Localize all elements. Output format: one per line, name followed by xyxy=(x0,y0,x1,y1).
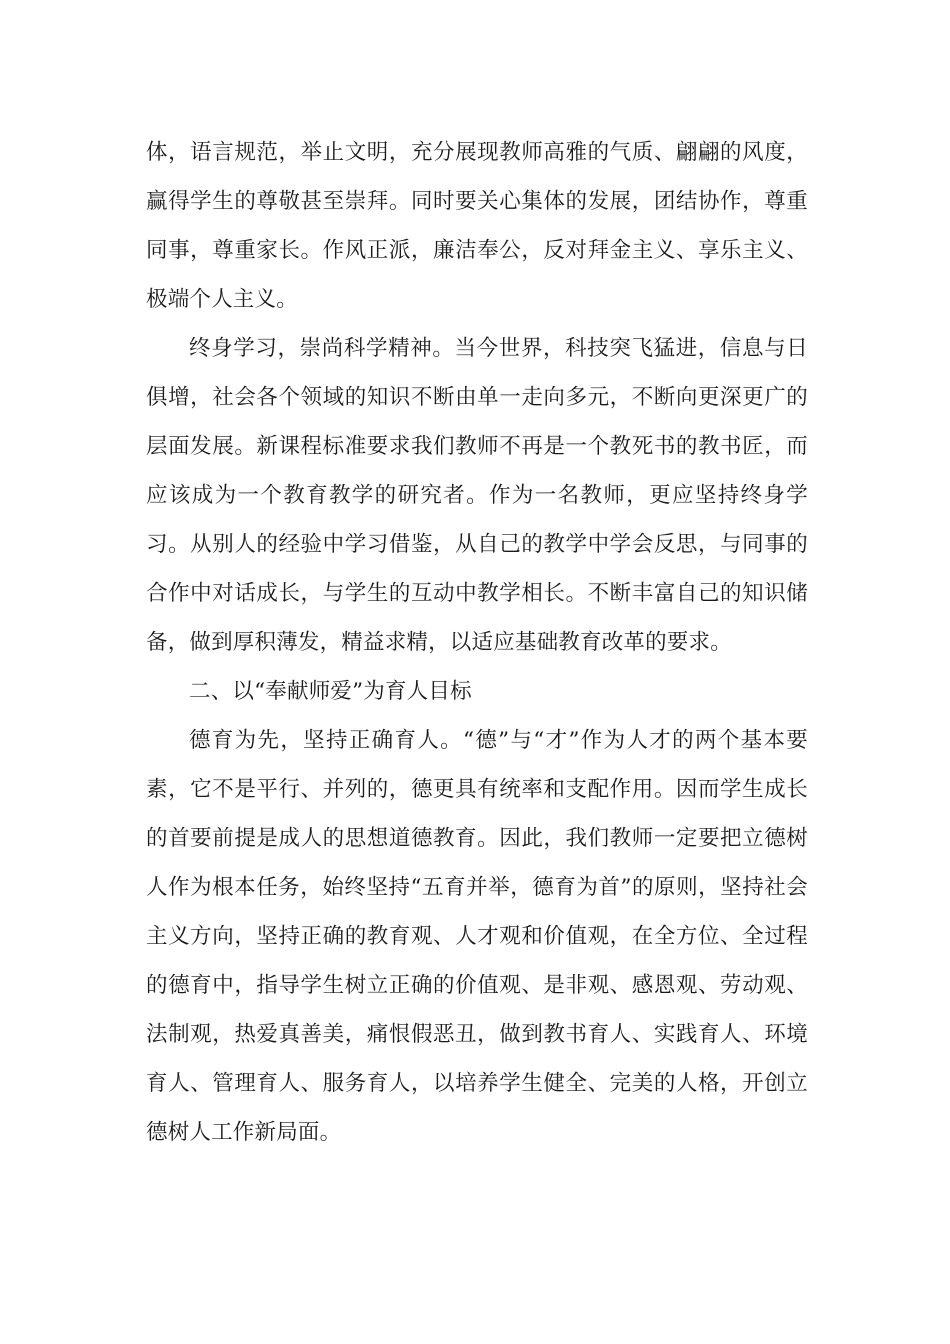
paragraph-teacher-conduct: 体，语言规范，举止文明，充分展现教师高雅的气质、翩翩的风度，赢得学生的尊敬甚至崇拜。同时要关心集体的发展，团结协作，尊重同事，尊重家长。作风正派，廉洁奉公，反对拜金主义、享乐主义、极端个人主义。 xyxy=(146,140,808,312)
paragraph-lifelong-learning: 终身学习，崇尚科学精神。当今世界，科技突飞猛进，信息与日俱增，社会各个领域的知识不断由单一走向多元，不断向更深更广的层面发展。新课程标准要求我们教师不再是一个教死书的教书匠，而应该成为一个教育教学的研究者。作为一名教师，更应坚持终身学习。从别人的经验中学习借鉴，从自己的教学中学会反思，与同事的合作中对话成长，与学生的互动中教学相长。不断丰富自己的知识储备，做到厚积薄发，精益求精，以适应基础教育改革的要求。 xyxy=(146,336,808,655)
body-text-moral-education xyxy=(146,716,808,1157)
paragraph-moral-education: 德育为先，坚持正确育人。“德”与“才”作为人才的两个基本要素，它不是平行、并列的，德更具有统率和支配作用。因而学生成长的首要前提是成人的思想道德教育。因此，我们教师一定要把立德树人作为根本任务，始终坚持“五育并举，德育为首”的原则，坚持社会主义方向，坚持正确的教育观、人才观和价值观，在全方位、全过程的德育中，指导学生树立正确的价值观、是非观、感恩观、劳动观、法制观，热爱真善美，痛恨假恶丑，做到教书育人、实践育人、环境育人、管理育人、服务育人，以培养学生健全、完美的人格，开创立德树人工作新局面。 xyxy=(146,728,808,1145)
body-text-lifelong-learning xyxy=(146,324,808,716)
body-text-continued xyxy=(146,128,808,324)
section-heading: 二、以“奉献师爱”为育人目标 xyxy=(189,679,472,704)
